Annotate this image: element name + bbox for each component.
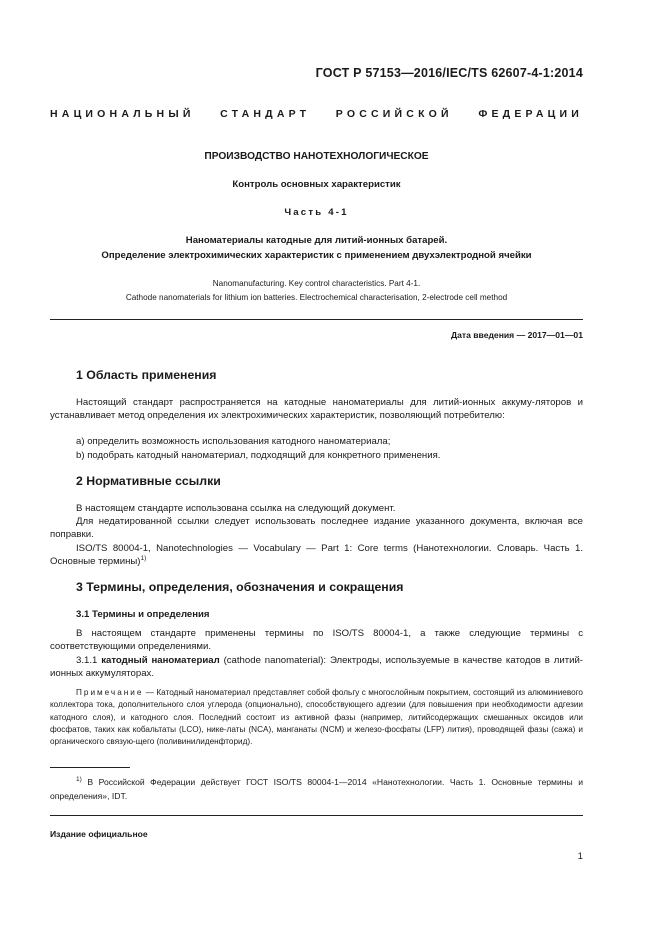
section-1-paragraph: Настоящий стандарт распространяется на катодные наноматериалы для литий-ионных аккуму-ляторов и устанавливает метод определения их электрохимических характеристик, позволяющий потребителю: (50, 397, 583, 422)
banner-word: РОССИЙСКОЙ (335, 108, 453, 120)
footnote-reference[interactable]: 1) (140, 555, 147, 563)
document-number: ГОСТ Р 57153—2016/IEC/TS 62607-4-1:2014 (315, 66, 583, 80)
title-divider (50, 319, 583, 320)
footnote-marker: 1) (76, 776, 82, 784)
section-2-paragraph-1: В настоящем стандарте использована ссылка на следующий документ. (76, 503, 396, 514)
footnote-text: В Российской Федерации действует ГОСТ ISO/TS 80004-1—2014 «Нанотехнологии. Часть 1. Основные термины и определения», IDT. (50, 777, 583, 801)
banner-word: ФЕДЕРАЦИИ (478, 108, 583, 120)
national-standard-banner (50, 108, 583, 120)
footnote-divider (50, 767, 130, 768)
term-number: 3.1.1 (76, 655, 98, 666)
section-2-paragraph-2: Для недатированной ссылки следует использовать последнее издание указанного документа, включая все поправки. (50, 516, 583, 541)
section-1-heading: 1 Область применения (76, 368, 217, 382)
note-text: — Катодный наноматериал представляет собой фольгу с многослойным покрытием, состоящий из алюминиевого коллектора тока, дополнительного слоя углерода (опционально), способствующего адгезии (для повышения при необходимости адгезии катодного слоя), и катодного слоя. Последний состоит из активной фазы (например, литийсодержащих смешанных оксидов или фосфатов, таких как кобальтаты (LCO), нике-латы (NCA), манганаты (NCM) и железо-фосфаты (LFP) лития), проводящей фазы (сажа) и органического связую-щего (поливинилиденфторид). (50, 688, 583, 747)
banner-word: СТАНДАРТ (220, 108, 311, 120)
note-label: Примечание (76, 688, 144, 697)
footer-divider (50, 815, 583, 816)
title-line-2: Определение электрохимических характеристик с применением двухэлектродной ячейки (101, 250, 532, 261)
banner-word: НАЦИОНАЛЬНЫЙ (50, 108, 195, 120)
section-3-heading: 3 Термины, определения, обозначения и сокращения (76, 580, 404, 594)
footnote (50, 775, 583, 803)
english-title (50, 277, 583, 304)
title-block (50, 233, 583, 263)
section-2-heading: 2 Нормативные ссылки (76, 474, 221, 488)
title-line-1: Наноматериалы катодные для литий-ионных батарей. (185, 235, 448, 246)
english-title-line-1: Nanomanufacturing. Key control characteristics. Part 4-1. (212, 279, 421, 288)
introduction-date: Дата введения — 2017—01—01 (450, 330, 583, 340)
official-edition-label: Издание официальное (50, 829, 148, 839)
title-subtitle: Контроль основных характеристик (232, 179, 401, 190)
title-main: ПРОИЗВОДСТВО НАНОТЕХНОЛОГИЧЕСКОЕ (204, 151, 429, 162)
term-definition-text: (cathode nanomaterial): Электроды, используемые в качестве катодов в литий-ионных аккумуляторах. (50, 655, 583, 680)
reference-text: ISO/TS 80004-1, Nanotechnologies — Vocabulary — Part 1: Core terms (Нанотехнологии. Словарь. Часть 1. Основные термины) (50, 543, 583, 568)
term-name: катодный наноматериал (101, 655, 220, 666)
note-block (50, 687, 583, 748)
term-definition (50, 654, 583, 681)
page-number: 1 (577, 851, 583, 862)
title-part: Часть 4-1 (284, 207, 349, 218)
section-3-paragraph: В настоящем стандарте применены термины по ISO/TS 80004-1, а также следующие термины с соответствующими определениями. (50, 628, 583, 653)
list-item-b: b) подобрать катодный наноматериал, подходящий для конкретного применения. (76, 450, 441, 461)
list-item-a: a) определить возможность использования катодного наноматериала; (76, 436, 391, 447)
section-2-reference (50, 542, 583, 569)
subsection-3-1-heading: 3.1 Термины и определения (76, 609, 210, 620)
english-title-line-2: Cathode nanomaterials for lithium ion batteries. Electrochemical characterisation, 2-electrode cell method (125, 292, 508, 302)
